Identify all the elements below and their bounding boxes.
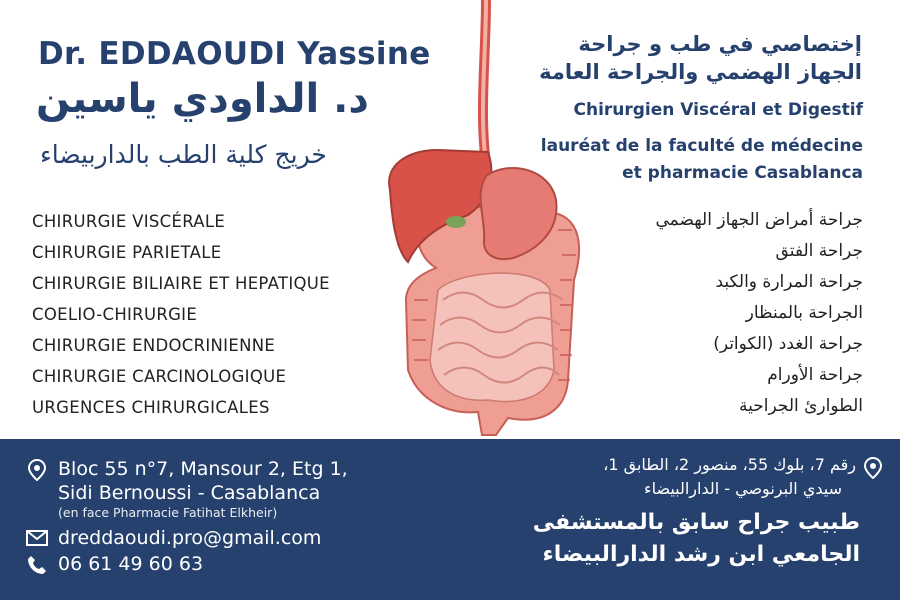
service-fr-item: CHIRURGIE CARCINOLOGIQUE [32, 367, 287, 386]
service-ar-item: جراحة الغدد (الكواتر) [713, 334, 863, 354]
phone-icon [27, 555, 47, 575]
service-fr-item: URGENCES CHIRURGICALES [32, 398, 270, 417]
specialty-fr-title: Chirurgien Viscéral et Digestif [573, 100, 863, 120]
service-ar-item: جراحة الأورام [767, 365, 863, 385]
specialty-ar-line2: الجهاز الهضمي والجراحة العامة [539, 60, 862, 84]
services-list-ar [655, 206, 863, 423]
doctor-name-fr: Dr. EDDAOUDI Yassine [38, 36, 431, 72]
address-line1: Bloc 55 n°7, Mansour 2, Etg 1, [58, 458, 348, 480]
service-ar-item: جراحة أمراض الجهاز الهضمي [655, 210, 863, 230]
digestive-system-illustration [378, 0, 600, 440]
service-ar-item: جراحة المرارة والكبد [715, 272, 863, 292]
email-link[interactable]: dreddaoudi.pro@gmail.com [58, 527, 322, 549]
service-fr-item: COELIO-CHIRURGIE [32, 305, 198, 324]
former-ar-line1: طبيب جراح سابق بالمستشفى [532, 510, 860, 535]
service-ar-item: الجراحة بالمنظار [745, 303, 863, 323]
service-fr-item: CHIRURGIE BILIAIRE ET HEPATIQUE [32, 274, 330, 293]
address-ar-line1: رقم 7، بلوك 55، منصور 2، الطابق 1، [603, 455, 856, 474]
graduate-ar: خريج كلية الطب بالداربيضاء [40, 140, 327, 169]
mail-icon [26, 530, 48, 546]
address-note: (en face Pharmacie Fatihat Elkheir) [58, 505, 278, 520]
former-position-ar [533, 507, 860, 571]
small-intestine-shape [430, 273, 554, 401]
laureat-line1: lauréat de la faculté de médecine [540, 136, 863, 156]
laureat-line2: et pharmacie Casablanca [622, 163, 863, 183]
service-ar-item: الطوارئ الجراحية [738, 396, 863, 416]
service-fr-item: CHIRURGIE ENDOCRINIENNE [32, 336, 276, 355]
services-list-fr [32, 210, 330, 427]
doctor-name-ar: د. الداودي ياسين [36, 76, 369, 122]
former-ar-line2: الجامعي ابن رشد الدارالبيضاء [542, 542, 860, 567]
location-pin-icon [28, 459, 46, 481]
location-pin-icon [864, 457, 882, 479]
phone-link[interactable]: 06 61 49 60 63 [58, 553, 204, 575]
specialty-ar-line1: إختصاصي في طب و جراحة [578, 32, 862, 56]
service-fr-item: CHIRURGIE VISCÉRALE [32, 212, 226, 231]
address-ar-line2: سيدي البرنوصي - الدارالبيضاء [644, 479, 842, 498]
address-line2: Sidi Bernoussi - Casablanca [58, 482, 321, 504]
service-fr-item: CHIRURGIE PARIETALE [32, 243, 222, 262]
gallbladder-shape [446, 216, 466, 228]
contact-footer [0, 439, 900, 600]
service-ar-item: جراحة الفتق [775, 241, 863, 261]
